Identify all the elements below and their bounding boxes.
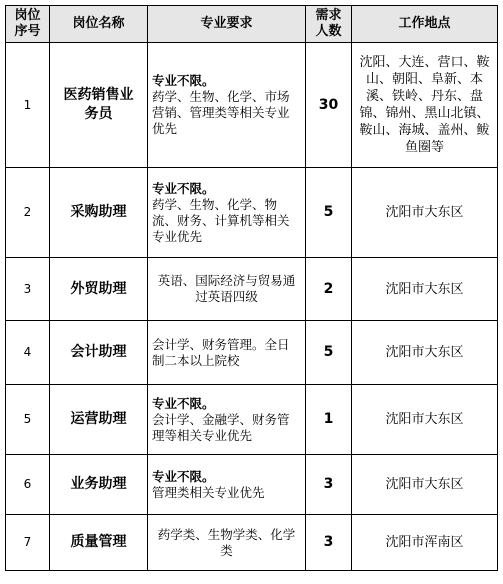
headcount: 3 bbox=[306, 515, 352, 571]
row-number: 4 bbox=[6, 321, 50, 385]
headcount: 5 bbox=[306, 321, 352, 385]
work-location: 沈阳、大连、营口、鞍山、朝阳、阜新、本溪、铁岭、丹东、盘锦、锦州、黑山北镇、鞍山、海城、盖州、鲅鱼圈等 bbox=[352, 43, 498, 168]
row-number: 5 bbox=[6, 385, 50, 455]
headcount: 2 bbox=[306, 258, 352, 321]
requirement bbox=[148, 321, 306, 385]
table-row bbox=[6, 43, 498, 168]
header-count: 需求人数 bbox=[306, 6, 352, 43]
work-location: 沈阳市大东区 bbox=[352, 258, 498, 321]
table-row bbox=[6, 515, 498, 571]
job-title: 外贸助理 bbox=[50, 258, 148, 321]
requirement-detail: 英语、国际经济与贸易通过英语四级 bbox=[157, 273, 296, 304]
job-title: 运营助理 bbox=[50, 385, 148, 455]
requirement bbox=[148, 385, 306, 455]
headcount: 3 bbox=[306, 455, 352, 515]
requirement bbox=[148, 168, 306, 258]
row-number: 3 bbox=[6, 258, 50, 321]
table-row bbox=[6, 455, 498, 515]
requirement bbox=[148, 515, 306, 571]
header-location: 工作地点 bbox=[352, 6, 498, 43]
header-no: 岗位序号 bbox=[6, 6, 50, 43]
requirement-lead: 专业不限。 bbox=[152, 180, 215, 196]
job-table-container bbox=[5, 5, 498, 571]
requirement bbox=[148, 43, 306, 168]
row-number: 6 bbox=[6, 455, 50, 515]
job-table bbox=[5, 5, 498, 571]
job-title: 业务助理 bbox=[50, 455, 148, 515]
requirement bbox=[148, 455, 306, 515]
table-row bbox=[6, 385, 498, 455]
requirement-detail: 药学、生物、化学、市场营销、管理类等相关专业优先 bbox=[152, 89, 290, 136]
requirement-lead: 专业不限。 bbox=[152, 73, 215, 88]
requirement-lead: 专业不限。 bbox=[152, 395, 215, 411]
requirement-detail: 会计学、财务管理。全日制二本以上院校 bbox=[152, 336, 290, 368]
table-row bbox=[6, 321, 498, 385]
header-name: 岗位名称 bbox=[50, 6, 148, 43]
requirement-detail: 药学类、生物学类、化学类 bbox=[157, 526, 296, 558]
job-title: 医药销售业务员 bbox=[50, 43, 148, 168]
header-requirement: 专业要求 bbox=[148, 6, 306, 43]
job-title: 质量管理 bbox=[50, 515, 148, 571]
table-row bbox=[6, 168, 498, 258]
requirement-detail: 会计学、金融学、财务管理等相关专业优先 bbox=[152, 411, 290, 443]
requirement-lead: 专业不限。 bbox=[152, 468, 215, 484]
requirement bbox=[148, 258, 306, 321]
table-row bbox=[6, 258, 498, 321]
work-location: 沈阳市大东区 bbox=[352, 455, 498, 515]
header-row bbox=[6, 6, 498, 43]
headcount: 5 bbox=[306, 168, 352, 258]
headcount: 1 bbox=[306, 385, 352, 455]
row-number: 7 bbox=[6, 515, 50, 571]
job-title: 会计助理 bbox=[50, 321, 148, 385]
row-number: 1 bbox=[6, 43, 50, 168]
work-location: 沈阳市大东区 bbox=[352, 385, 498, 455]
row-number: 2 bbox=[6, 168, 50, 258]
requirement-detail: 管理类相关专业优先 bbox=[152, 484, 265, 500]
work-location: 沈阳市浑南区 bbox=[352, 515, 498, 571]
work-location: 沈阳市大东区 bbox=[352, 168, 498, 258]
requirement-detail: 药学、生物、化学、物流、财务、计算机等相关专业优先 bbox=[152, 196, 290, 244]
job-title: 采购助理 bbox=[50, 168, 148, 258]
work-location: 沈阳市大东区 bbox=[352, 321, 498, 385]
headcount: 30 bbox=[306, 43, 352, 168]
